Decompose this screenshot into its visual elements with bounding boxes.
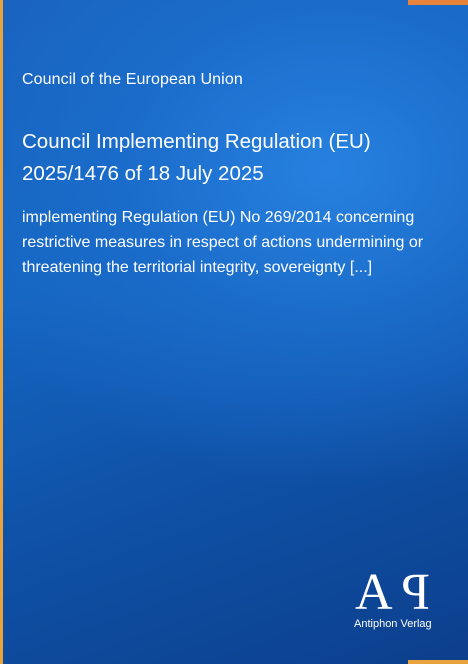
logo-letter-a: A (355, 565, 393, 613)
book-title: Council Implementing Regulation (EU) 2025/1476 of 18 July 2025 (22, 130, 371, 185)
accent-stripe-bottom (408, 660, 468, 664)
author-name: Council of the European Union (22, 71, 243, 88)
accent-stripe-left (0, 0, 3, 664)
logo-letter-p-mirrored: P (401, 565, 430, 613)
antiphon-logo-icon (354, 565, 432, 613)
publisher-name: Antiphon Verlag (354, 618, 432, 630)
book-subtitle: implementing Regulation (EU) No 269/2014 concerning restrictive measures in respect of actions undermining or threatening the territorial integrity, sovereignty [...] (22, 209, 424, 276)
publisher-logo (354, 565, 434, 613)
accent-stripe-top (408, 0, 468, 5)
